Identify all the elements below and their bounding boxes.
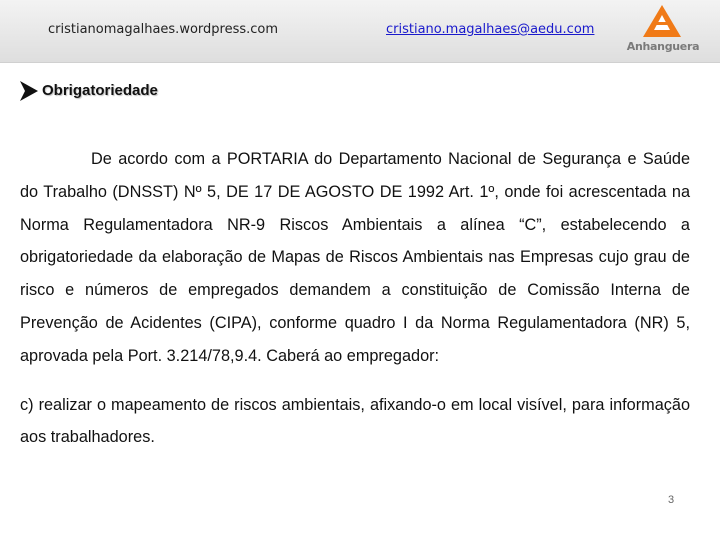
header-bar [0,0,720,63]
slide-title: Obrigatoriedade [42,82,158,99]
email-link[interactable]: cristiano.magalhaes@aedu.com [386,22,595,37]
paragraph-obligation: c) realizar o mapeamento de riscos ambientais, afixando-o em local visível, para informação aos trabalhadores. [20,395,690,447]
page-number: 3 [668,494,675,506]
arrow-bullet-icon [18,79,40,103]
triangle-logo-icon [642,4,682,38]
slide-body [20,143,690,454]
logo-text: Anhanguera [626,40,700,53]
anhanguera-logo [620,2,706,58]
blog-url[interactable]: cristianomagalhaes.wordpress.com [48,22,279,37]
paragraph-portaria: De acordo com a PORTARIA do Departamento Nacional de Segurança e Saúde do Trabalho (DNSST) Nº 5, DE 17 DE AGOSTO DE 1992 Art. 1º, onde foi acrescentada na Norma Regulamentadora NR-9 Riscos Ambientais a alínea “C”, estabelecendo a obrigatoriedade da elaboração de Mapas de Riscos Ambientais nas Empresas cujo grau de risco e números de empregados demandem a constituição de Comissão Interna de Prevenção de Acidentes (CIPA), conforme quadro I da Norma Regulamentadora (NR) 5, aprovada pela Port. 3.214/78,9.4. Caberá ao empregador: [20,150,690,365]
